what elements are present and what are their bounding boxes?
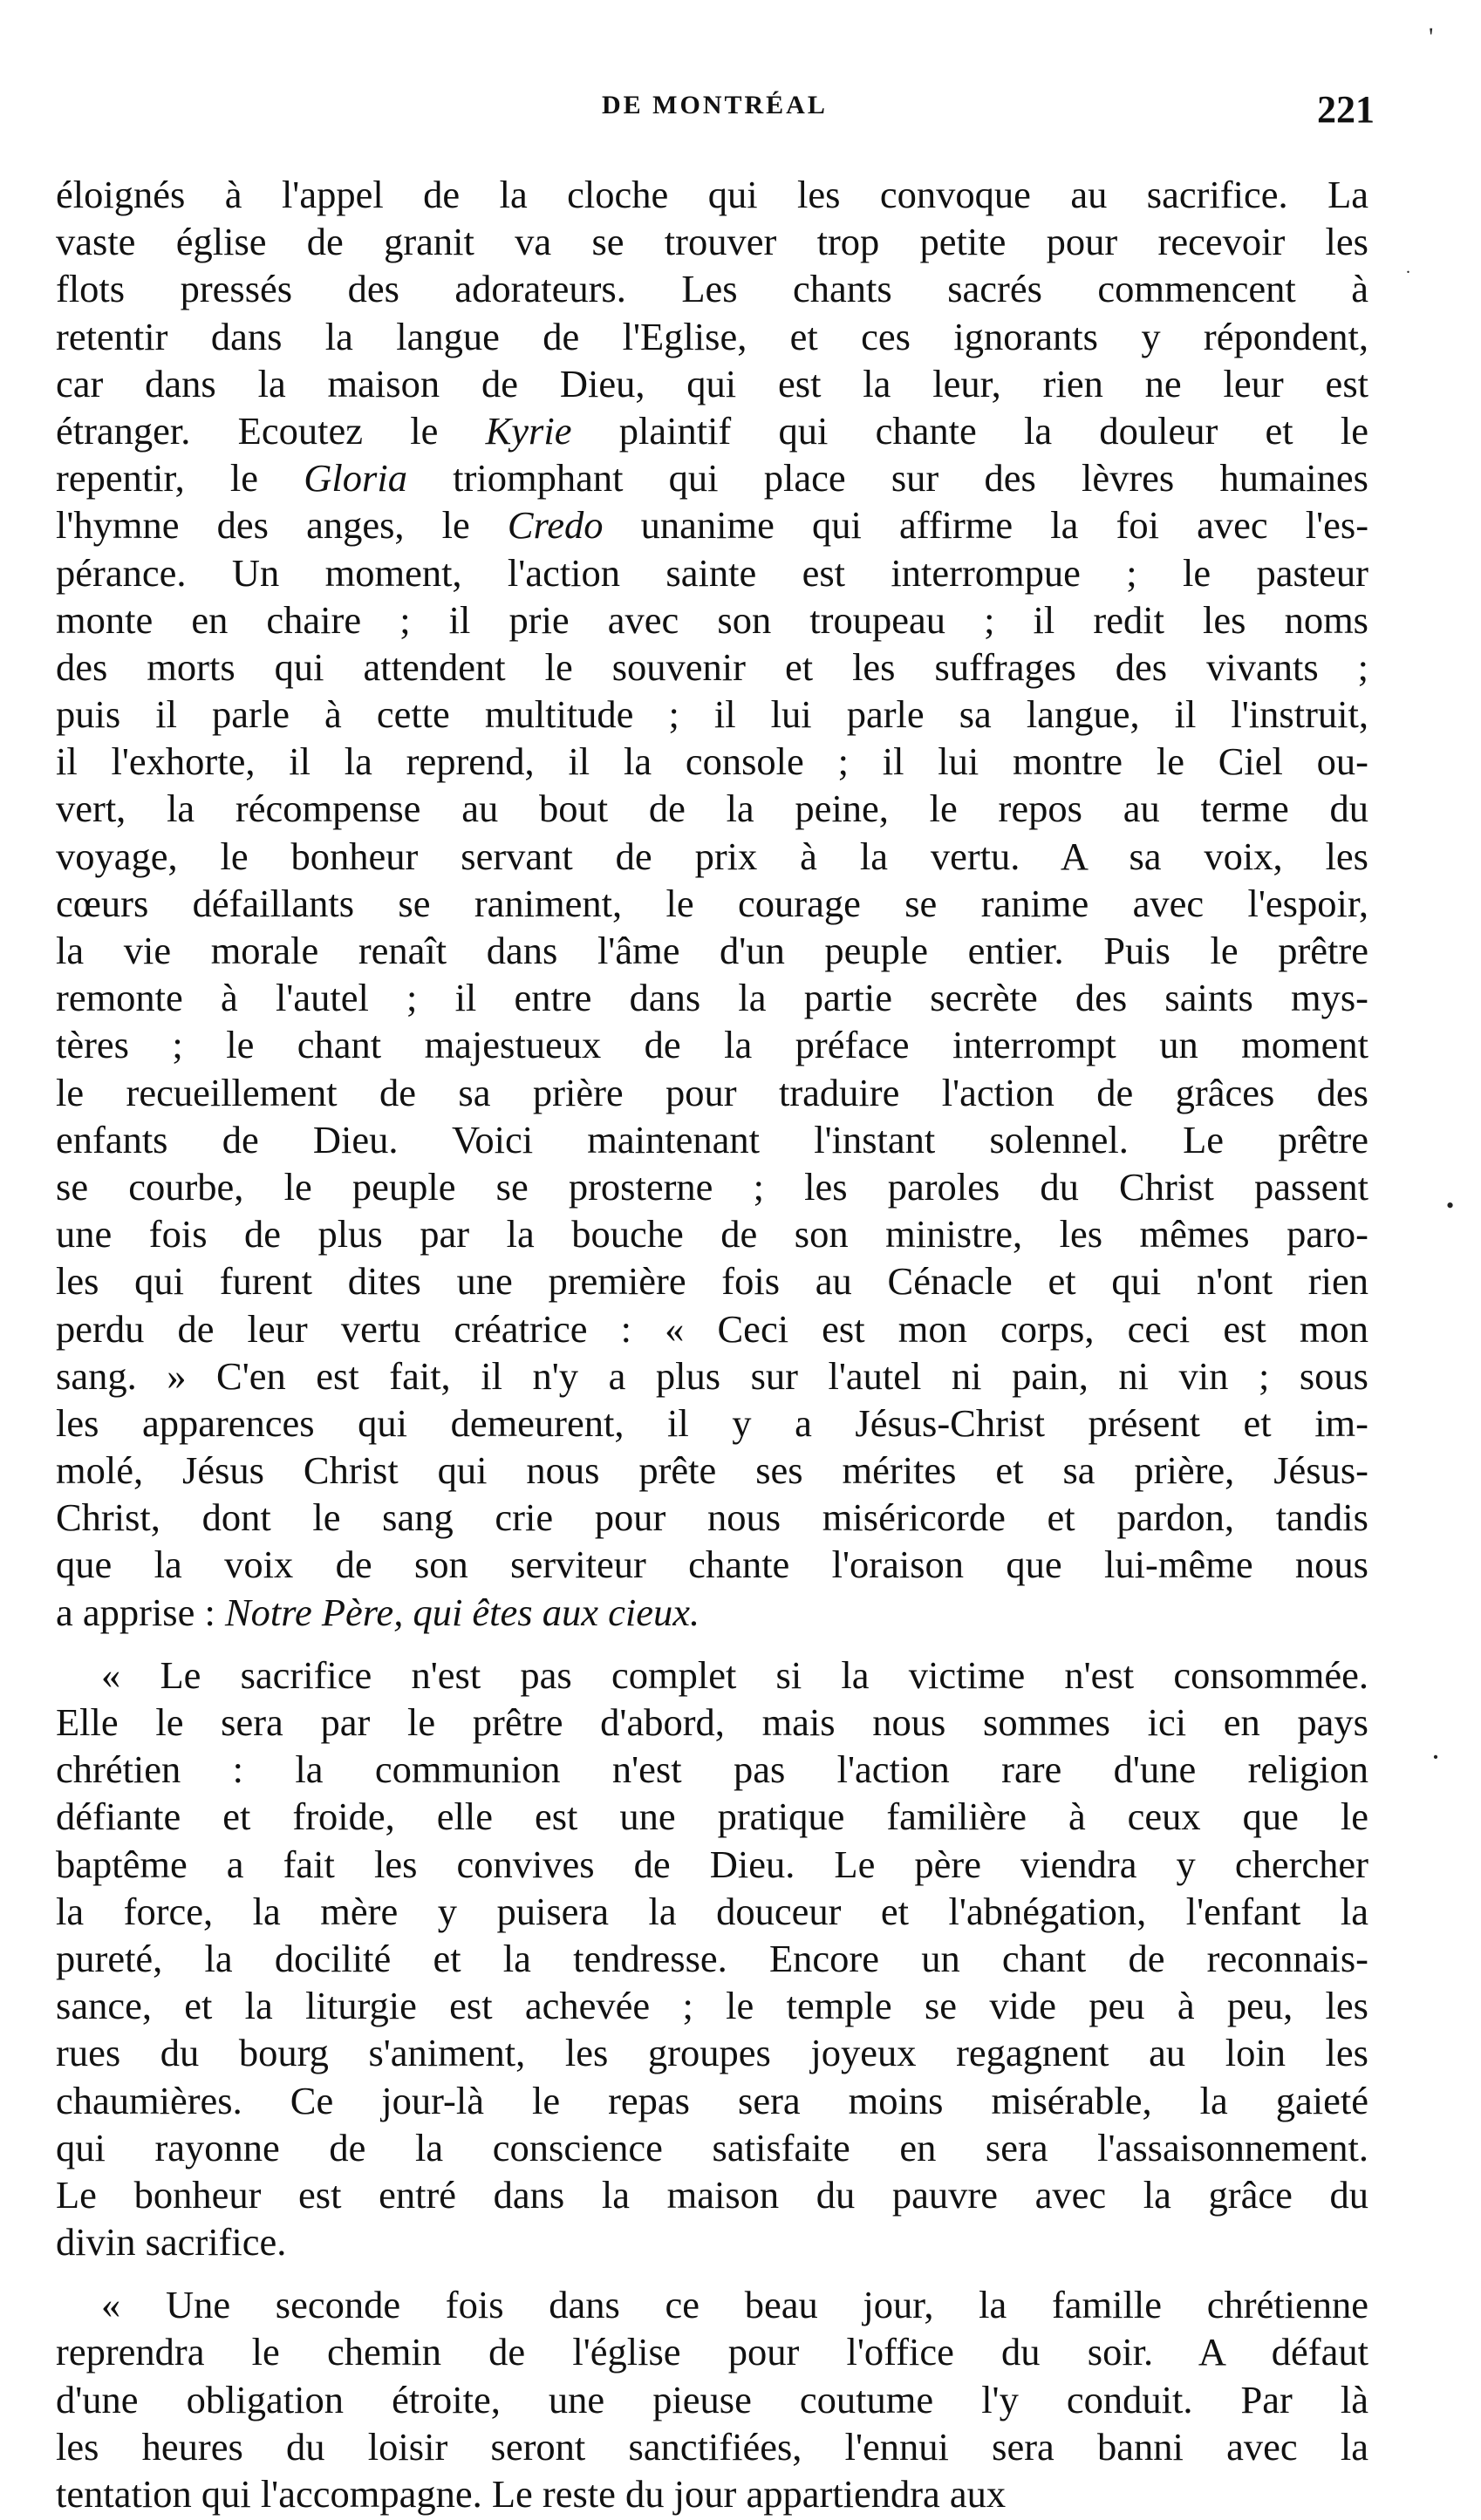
page-number: 221 xyxy=(1317,88,1375,131)
text-line: que la voix de son serviteur chante l'oraison que lui-même nous xyxy=(56,1543,1368,1587)
text-line: des morts qui attendent le souvenir et les suffrages des vivants ; xyxy=(56,644,1368,689)
text-line: molé, Jésus Christ qui nous prête ses mérites et sa prière, Jésus- xyxy=(56,1448,1368,1493)
text-line: monte en chaire ; il prie avec son troupeau ; il redit les noms xyxy=(56,597,1368,642)
text-line: cœurs défaillants se raniment, le courage se ranime avec l'espoir, xyxy=(56,881,1368,925)
text-line: éloignés à l'appel de la cloche qui les convoque au sacrifice. La xyxy=(56,173,1368,216)
text-line: baptême a fait les convives de Dieu. Le père viendra y chercher xyxy=(56,1842,1368,1886)
text-line: la vie morale renaît dans l'âme d'un peuple entier. Puis le prêtre xyxy=(56,929,1368,972)
text-line: il l'exhorte, il la reprend, il la console ; il lui montre le Ciel ou- xyxy=(56,739,1368,784)
text-line: les qui furent dites une première fois au Cénacle et qui n'ont rien xyxy=(56,1259,1368,1304)
text-line: tentation qui l'accompagne. Le reste du jour appartiendra aux xyxy=(56,2472,1007,2516)
text-line: chrétien : la communion n'est pas l'action rare d'une religion xyxy=(56,1747,1368,1792)
text-line: l'hymne des anges, le Credo unanime qui affirme la foi avec l'es- xyxy=(56,503,1369,548)
text-line: perdu de leur vertu créatrice : « Ceci est mon corps, ceci est mon xyxy=(56,1306,1368,1351)
text-line: étranger. Ecoutez le Kyrie plaintif qui chante la douleur et le xyxy=(56,408,1368,453)
stray-mark: . xyxy=(1406,258,1410,277)
text-line: sance, et la liturgie est achevée ; le temple se vide peu à peu, les xyxy=(56,1984,1368,2028)
text-line: se courbe, le peuple se prosterne ; les paroles du Christ passent xyxy=(56,1164,1368,1209)
text-line: les heures du loisir seront sanctifiées, l'ennui sera banni avec la xyxy=(56,2424,1368,2469)
text-line: puis il parle à cette multitude ; il lui parle sa langue, il l'instruit, xyxy=(56,692,1368,737)
text-line: flots pressés des adorateurs. Les chants sacrés commencent à xyxy=(56,267,1368,311)
running-head xyxy=(0,88,1481,143)
text-line: rues du bourg s'animent, les groupes joyeux regagnent au loin les xyxy=(56,2031,1368,2075)
text-line: Le bonheur est entré dans la maison du pauvre avec la grâce du xyxy=(56,2172,1368,2217)
running-title: DE MONTRÉAL xyxy=(602,91,828,119)
text-line: reprendra le chemin de l'église pour l'office du soir. A défaut xyxy=(56,2330,1368,2374)
text-line: Christ, dont le sang crie pour nous miséricorde et pardon, tandis xyxy=(56,1495,1368,1540)
body-text xyxy=(56,171,1368,2517)
text-line: qui rayonne de la conscience satisfaite en sera l'assaisonnement. xyxy=(56,2125,1368,2169)
text-line: « Une seconde fois dans ce beau jour, la famille chrétienne xyxy=(101,2283,1368,2327)
text-line: une fois de plus par la bouche de son ministre, les mêmes paro- xyxy=(56,1212,1368,1257)
text-line: d'une obligation étroite, une pieuse coutume l'y conduit. Par là xyxy=(56,2377,1368,2421)
text-line: chaumières. Ce jour-là le repas sera moins misérable, la gaieté xyxy=(56,2078,1368,2122)
text-line: tères ; le chant majestueux de la préface interrompt un moment xyxy=(56,1023,1368,1067)
text-line: la force, la mère y puisera la douceur et l'abnégation, l'enfant la xyxy=(56,1889,1368,1933)
text-line: les apparences qui demeurent, il y a Jésus-Christ présent et im- xyxy=(56,1400,1368,1445)
stray-mark: ' xyxy=(1429,23,1434,51)
text-line: repentir, le Gloria triomphant qui place sur des lèvres humaines xyxy=(56,456,1368,501)
stray-mark: · xyxy=(1430,1740,1441,1774)
text-line: voyage, le bonheur servant de prix à la vertu. A sa voix, les xyxy=(56,834,1368,878)
text-line: retentir dans la langue de l'Eglise, et ces ignorants y répondent, xyxy=(56,314,1368,358)
text-line: vert, la récompense au bout de la peine, le repos au terme du xyxy=(56,787,1368,831)
text-line: « Le sacrifice n'est pas complet si la victime n'est consommée. xyxy=(101,1652,1368,1697)
text-line: défiante et froide, elle est une pratique familière à ceux que le xyxy=(56,1795,1368,1839)
text-line: Elle le sera par le prêtre d'abord, mais nous sommes ici en pays xyxy=(56,1700,1368,1744)
text-line: pérance. Un moment, l'action sainte est interrompue ; le pasteur xyxy=(56,550,1368,595)
text-line: vaste église de granit va se trouver trop petite pour recevoir les xyxy=(56,220,1368,264)
text-line: enfants de Dieu. Voici maintenant l'instant solennel. Le prêtre xyxy=(56,1117,1368,1161)
text-line: car dans la maison de Dieu, qui est la leur, rien ne leur est xyxy=(56,361,1368,405)
text-line: sang. » C'en est fait, il n'y a plus sur l'autel ni pain, ni vin ; sous xyxy=(56,1353,1368,1398)
paragraph-gap xyxy=(56,1636,1368,1652)
text-line: pureté, la docilité et la tendresse. Encore un chant de reconnais- xyxy=(56,1936,1368,1980)
stray-mark: • xyxy=(1446,1193,1455,1218)
text-line: remonte à l'autel ; il entre dans la partie secrète des saints mys- xyxy=(56,976,1368,1020)
paragraph-gap xyxy=(56,2265,1368,2281)
text-line: divin sacrifice. xyxy=(56,2220,287,2265)
text-line: le recueillement de sa prière pour traduire l'action de grâces des xyxy=(56,1070,1368,1114)
text-line: a apprise : Notre Père, qui êtes aux cieux. xyxy=(56,1590,700,1634)
